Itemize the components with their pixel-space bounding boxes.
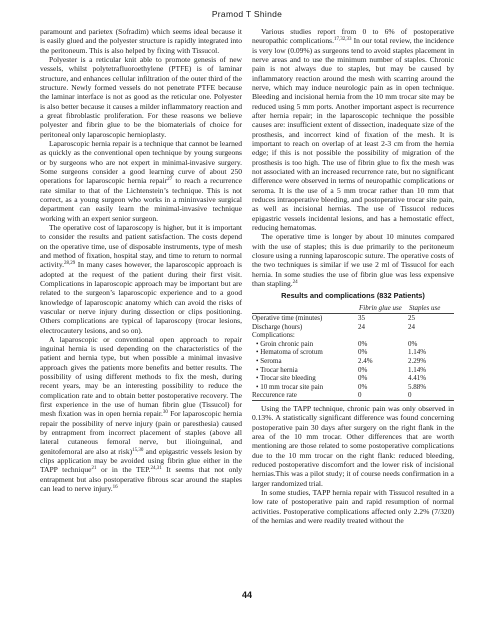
paragraph: Polyester is a reticular knit able to promote genesis of new vessels, whilst polytetrafluoroethylene (PTFE) is of laminar structure, and enhances cellular infiltration of the outer third of the structure. Newly formed vessels do not penetrate PTFE because the laminar interface is not as good as the reticular one. Polyester is also better because it causes a milder inflammatory reaction and a great fibroblastic proliferation. For these reasons we believe polyester and fibrin glue to be the biomaterials of choice for peritoneal only laparoscopic hernioplasty. — [40, 54, 242, 139]
table-row — [252, 366, 454, 375]
text-run: In our total review, the incidence is very low (0.09%) as surgeons tend to avoid staples placement in nerve areas and to use the minimum number of staples. Chronic pain is not always due to staples, but may be caused by inflammatory reaction around the mesh with scarring around the nerve, which may induce neurologic pain as in open technique. Bleeding and incisional hernia from the 10 mm trocar site may be reduced using 5 mm ports. Another important aspect is recurrence after hernia repair; in the laparoscopic technique the possible causes are: insufficient extent of dissection, inadequate size of the prosthesis, and incorrect kind of fixation of the mesh. It is important to reach on overlap of at least 2-3 cm from the hernia edge; if this is not possible the possibility of migration of the prosthesis is too high. The use of fibrin glue to fix the mesh was not associated with an increased recurrence rate, but no significant difference were observed in terms of neuropathic complications or seroma. It is the use of a 5 mm trocar rather than 10 mm that reduces intraoperative bleeding, and postoperative trocar site pain, as well as incisional hernias. The use of Tissucol reduces epigastric vessels incidental lesions, and has a hemostatic effect, reducing hematomas. — [252, 36, 454, 232]
citation-ref: 27 — [167, 177, 173, 183]
fibrin-glue-value: 0% — [358, 365, 368, 374]
text-run: In many cases however, the laparoscopic approach is adopted at the request of the patient during their first visit. Complications in laparoscopic approach may be important but are related to the surgeon’s laparoscopic experience and to a good knowledge of laparoscopic anatomy which can avoid the risks of vascular or nerve injury during dissection or clips positioning. Others complications are typical of laparoscopy (trocar lesions, electrocautery lesions, and so on). — [40, 260, 242, 335]
paragraph: In some studies, TAPP hernia repair with Tissucol resulted in a low rate of postoperative pain and rapid resumption of normal activities. Postoperative complications affected only 2.2% (7/320) of the hernias and were readily treated without the — [252, 488, 454, 525]
citation-ref: 15,30 — [132, 447, 144, 453]
text-run: or in the TEP. — [96, 465, 151, 475]
table-header-cell: Fibrin glue use — [358, 303, 408, 314]
text-run: For laparoscopic hernia repair the possibility of nerve injury (pain or paresthesia) caused by entrapment from incorrect placement of staples (above all lateral cutaneous femoral nerve, but ilioinguinal, and genitofemoral are also at risk) — [40, 409, 242, 456]
table-row — [252, 340, 454, 349]
results-table — [252, 303, 454, 402]
staples-value: 0 — [408, 391, 454, 400]
table-row — [252, 323, 454, 332]
fibrin-glue-value: 35 — [358, 314, 365, 323]
fibrin-glue-value: 0% — [358, 348, 368, 357]
text-run: Laparoscopic hernia repair is a technique that cannot be learned as quickly as the conventional open technique by young surgeons or by surgeons who are not expert in minimal-invasive surgery. Some surgeons consider a good learning curve of about 250 operations for laparoscopic hernia repair — [40, 138, 242, 186]
text-run: The operative cost of laparoscopy is higher, but it is important to consider the results and patient satisfaction. The costs depend on the operative time, use of disposable instruments, type of mesh and method of fixation, hospital stay, and time to return to normal activity. — [40, 222, 242, 270]
staples-value: 1.14% — [408, 348, 427, 357]
table-title: Results and complications (832 Patients) — [281, 291, 425, 301]
citation-ref: 24 — [292, 279, 298, 285]
fibrin-glue-value — [358, 331, 408, 340]
fibrin-glue-value: 0% — [358, 339, 368, 348]
citation-ref: 28,29 — [64, 261, 76, 267]
staples-value: 4.41% — [408, 374, 427, 383]
staples-value: 1.14% — [408, 365, 427, 374]
table-row — [252, 374, 454, 383]
fibrin-glue-value: 2.4% — [358, 357, 373, 366]
text-run: Various studies report from 0 to 6% of postoperative neuropathic complications. — [252, 27, 454, 46]
staples-value: 0% — [408, 339, 418, 348]
table-row-label: • 10 mm trocar site pain — [256, 382, 324, 391]
table-header-row — [252, 303, 454, 314]
citation-ref: 17,32,33 — [333, 37, 352, 43]
citation-ref: 24,31 — [150, 466, 162, 472]
table-row — [252, 348, 454, 357]
citation-ref: 30 — [162, 410, 168, 416]
table-row-label: Operative time (minutes) — [252, 314, 323, 323]
table-row-label: • Trocar hernia — [256, 365, 298, 374]
table-row-label: Discharge (hours) — [252, 322, 303, 331]
text-run: The operative time is longer by about 10 minutes compared with the use of staples; this is due primarily to the peritoneum closure using a running laparoscopic suture. The operative costs of the two techniques is similar if we use 2 ml of Tissucol for each hernia. In some studies the use of fibrin glue was less expensive than stapling. — [252, 232, 454, 288]
table-header-cell: Staples use — [408, 303, 454, 314]
paragraph: Using the TAPP technique, chronic pain was only observed in 0.13%. A statistically significant difference was found concerning postoperative pain 30 days after surgery on the right flank in the area of the 10 mm trocar. Other differences that are worth mentioning are those related to some postoperative complications due to the 10 mm trocar on the right flank: reduced bleeding, reduced postoperative discomfort and the lower risk of incisional hernias.This was a pilot study; it of course needs confirmation in a larger randomized trial. — [252, 404, 454, 488]
page-number: 44 — [241, 590, 252, 600]
table-row — [252, 383, 454, 392]
left-column — [40, 27, 242, 493]
text-run: A laparoscopic or conventional open approach to repair inguinal hernia is used depending on the characteristics of the patient and hernia type, but when possible a minimal invasive approach gives the patients more benefits and better results. The possibility of using different methods to fix the mesh, during recent years, may be an interesting possibility to reduce the complication rate and to obtain better postoperative recovery. The first experience in the use of human fibrin glue (Tissucol) for mesh fixation was in open hernia repair. — [40, 334, 242, 419]
table-row — [252, 357, 454, 366]
staples-value — [408, 331, 454, 340]
citation-ref: 16 — [112, 485, 118, 491]
table-row — [252, 314, 454, 323]
table-body — [252, 314, 454, 401]
staples-value: 2.29% — [408, 357, 427, 366]
text-run: to reach a recurrence rate similar to that of the Lichtenstein’s technique. This is not correct, as a young surgeon who works in a mininvasive surgical department can easily learn the minimal-invasive technique working with an expert senior surgeon. — [40, 176, 242, 223]
fibrin-glue-value: 0 — [358, 391, 408, 400]
text-run: It seems that not only entrapment but also postoperative fibrous scar around the staples can lead to nerve injury. — [40, 465, 242, 494]
fibrin-glue-value: 0% — [358, 374, 368, 383]
running-header: Pramod T Shinde — [211, 9, 283, 19]
staples-value: 25 — [408, 314, 415, 323]
table-header-cell — [252, 303, 358, 314]
fibrin-glue-value: 0% — [358, 382, 368, 391]
table-row-label: • Trocar site bleeding — [256, 374, 316, 383]
citation-ref: 21 — [91, 466, 97, 472]
table-row-label: • Hematoma of scrotum — [256, 348, 323, 357]
staples-value: 5.88% — [408, 382, 427, 391]
table-row-label: • Seroma — [256, 357, 282, 366]
paragraph — [40, 139, 242, 223]
table-row-label: Complications: — [252, 331, 295, 340]
fibrin-glue-value: 24 — [358, 322, 365, 331]
table-row-label: Reccurence rate — [252, 391, 358, 400]
text-run: and epigastric vessels lesion by clips application may be avoided using fibrin glue either in the TAPP technique — [40, 446, 242, 475]
paragraph: paramount and parietex (Sofradim) which seems ideal because it is easily glued and the polyester structure is rapidly integrated into the peritoneum. This is also helped by fixing with Tissucol. — [40, 27, 242, 55]
table-row-label: • Groin chronic pain — [256, 339, 314, 348]
paragraph — [40, 335, 242, 494]
staples-value: 24 — [408, 322, 415, 331]
paragraph — [252, 27, 454, 232]
table-row — [252, 391, 454, 400]
paragraph — [40, 223, 242, 335]
paragraph — [252, 232, 454, 288]
table-row — [252, 331, 454, 340]
right-column — [252, 27, 454, 525]
